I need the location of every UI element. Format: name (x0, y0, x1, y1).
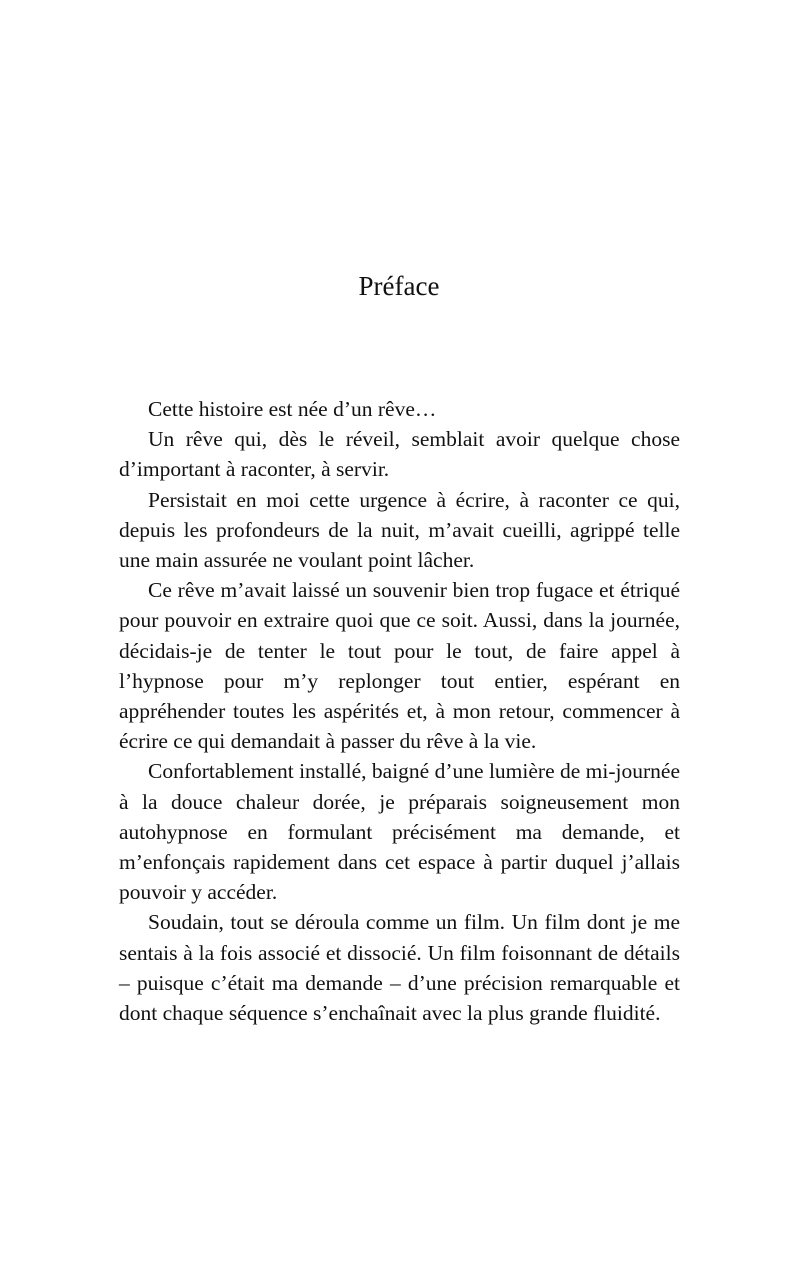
paragraph-2: Un rêve qui, dès le réveil, semblait avoir quelque chose d’important à raconter, à servir. (119, 427, 680, 482)
paragraph-5: Confortablement installé, baigné d’une lumière de mi-journée à la douce chaleur dorée, je préparais soigneusement mon autohypnose en formulant précisément ma demande, et m’enfonçais rapidement dans cet espace à partir duquel j’allais pouvoir y accéder. (119, 759, 680, 905)
page-title: Préface (358, 271, 440, 301)
paragraph-1: Cette histoire est née d’un rêve… (148, 397, 437, 421)
paragraph-4: Ce rêve m’avait laissé un souvenir bien trop fugace et étriqué pour pouvoir en extraire quoi que ce soit. Aussi, dans la journée, décidais-je de tenter le tout pour le tout, de faire appel à l’hypnose pour m’y replonger tout entier, espérant en appréhender toutes les aspérités et, à mon retour, commencer à écrire ce qui demandait à passer du rêve à la vie. (119, 578, 680, 754)
paragraph-3: Persistait en moi cette urgence à écrire, à raconter ce qui, depuis les profondeurs de la nuit, m’avait cueilli, agrippé telle une main assurée ne voulant point lâcher. (119, 487, 680, 573)
preface-body (119, 394, 680, 1028)
paragraph-6: Soudain, tout se déroula comme un film. Un film dont je me sentais à la fois associé et dissocié. Un film foisonnant de détails – puisque c’était ma demande – d’une précision remarquable et dont chaque séquence s’enchaînait avec la plus grande fluidité. (119, 910, 680, 1026)
